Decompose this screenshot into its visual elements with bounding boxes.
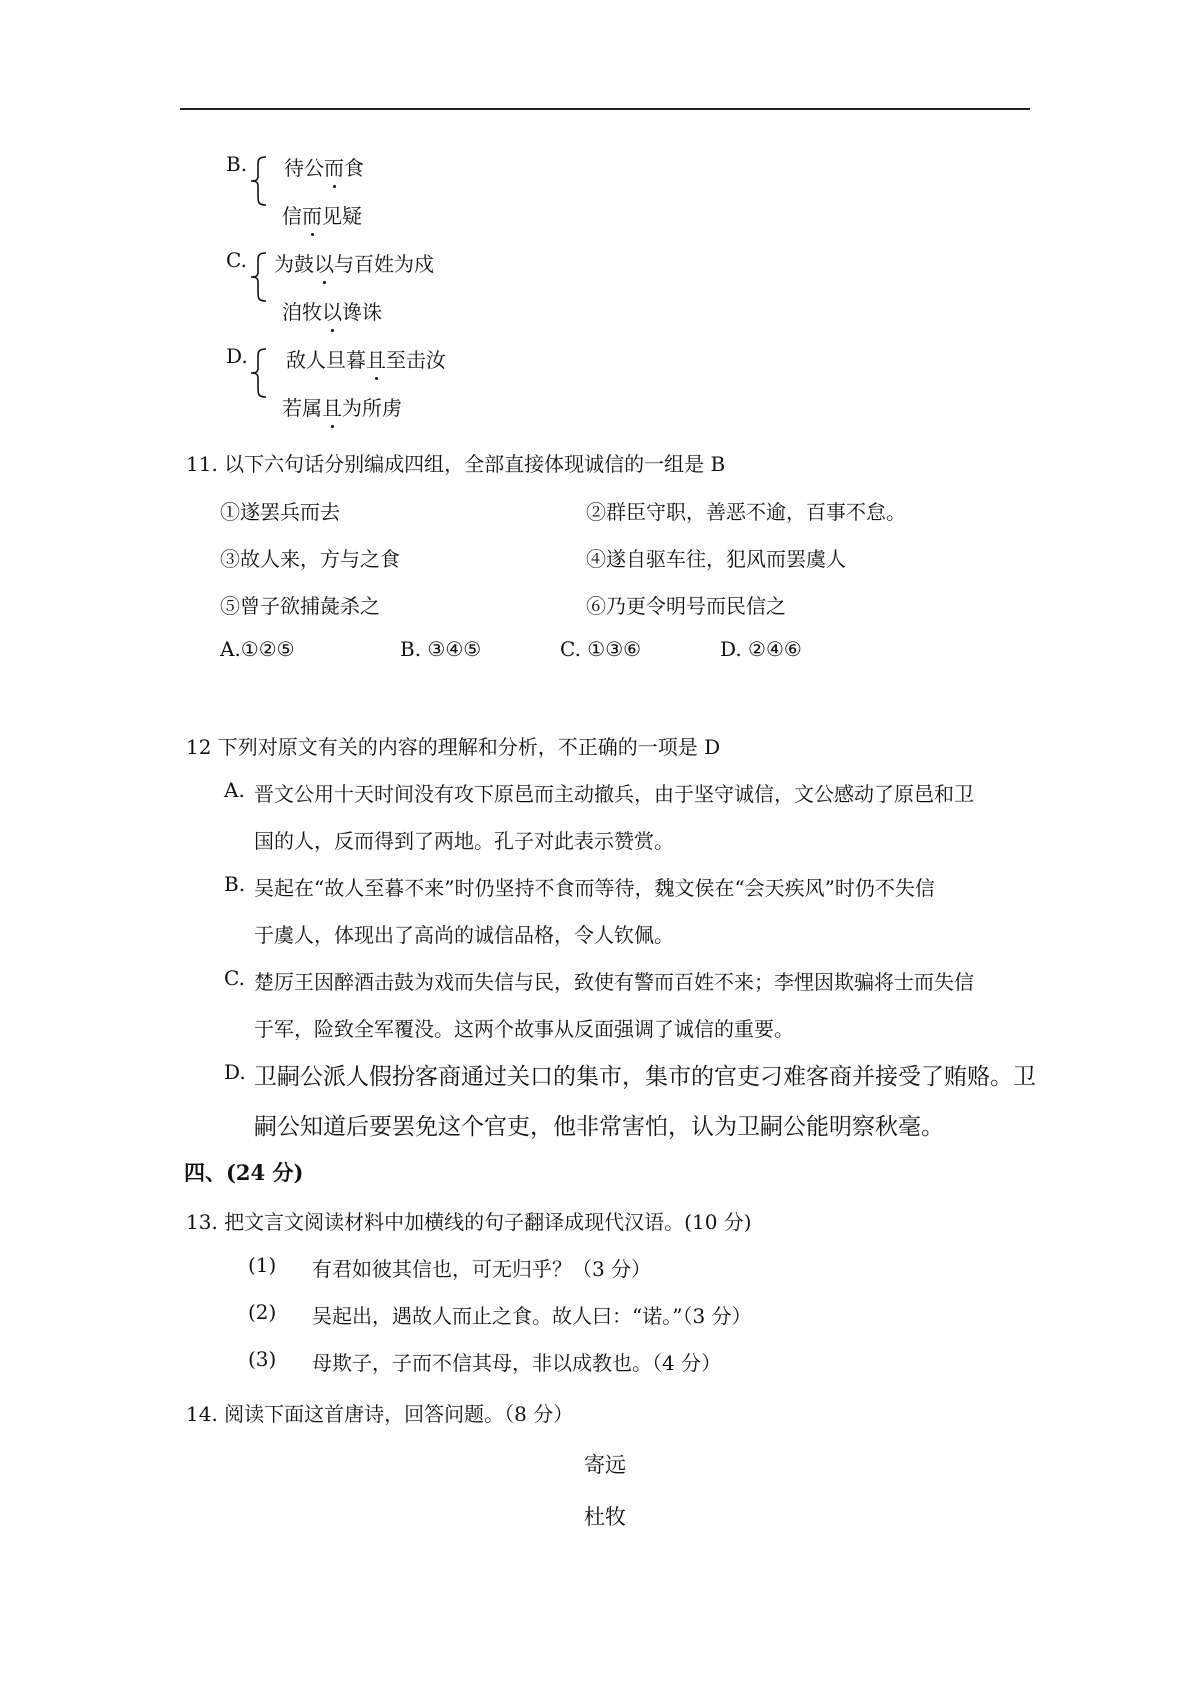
q12-option-text: 国的人，反而得到了两地。孔子对此表示赞赏。 — [254, 829, 674, 853]
q10-line: 信而见疑 — [282, 200, 362, 229]
q11-choice: B. ③④⑤ — [400, 637, 482, 661]
q10-option-label: B. — [226, 152, 248, 176]
brace-icon — [248, 250, 270, 304]
q10-line: 敌人旦暮且至击汝 — [286, 344, 446, 373]
q10-line: 待公而食 — [284, 152, 364, 181]
q12-option-text: 楚厉王因醉酒击鼓为戏而失信与民，致使有警而百姓不来；李悝因欺骗将士而失信 — [254, 970, 974, 994]
question-stem: 12 下列对原文有关的内容的理解和分析，不正确的一项是 D — [186, 735, 721, 759]
brace-icon — [248, 346, 270, 400]
header-rule — [180, 108, 1030, 110]
q11-item: ②群臣守职，善恶不逾，百事不怠。 — [586, 500, 906, 524]
q13-item-number: (1) — [248, 1253, 277, 1277]
question-stem: 14. 阅读下面这首唐诗，回答问题。（8 分） — [186, 1402, 574, 1426]
q13-item-text: 有君如彼其信也，可无归乎？（3 分） — [312, 1257, 652, 1281]
q11-item: ④遂自驱车往，犯风而罢虞人 — [586, 547, 846, 571]
question-stem: 11. 以下六句话分别编成四组，全部直接体现诚信的一组是 B — [186, 452, 726, 476]
q12-option-label: B. — [224, 872, 246, 896]
q12-option-text: 于虞人，体现出了高尚的诚信品格，令人钦佩。 — [254, 923, 674, 947]
q10-option-label: D. — [226, 344, 248, 368]
section-heading: 四、(24 分) — [184, 1160, 304, 1185]
poem-title: 寄远 — [584, 1453, 626, 1477]
q13-item-text: 吴起出，遇故人而止之食。故人曰：“诺。”（3 分） — [312, 1304, 752, 1328]
q10-line: 若属且为所虏 — [282, 392, 402, 421]
q12-option-text: 吴起在“故人至暮不来”时仍坚持不食而等待，魏文侯在“会天疾风”时仍不失信 — [254, 876, 935, 900]
q12-option-label: A. — [224, 778, 245, 802]
q11-choice: D. ②④⑥ — [720, 637, 802, 661]
poem-author: 杜牧 — [584, 1505, 626, 1529]
q13-item-number: (2) — [248, 1300, 277, 1324]
q12-option-label: D. — [224, 1060, 246, 1084]
q11-item: ⑤曾子欲捕彘杀之 — [220, 594, 380, 618]
brace-icon — [248, 154, 270, 208]
q13-item-text: 母欺子，子而不信其母，非以成教也。（4 分） — [312, 1351, 722, 1375]
q12-option-text: 晋文公用十天时间没有攻下原邑而主动撤兵，由于坚守诚信，文公感动了原邑和卫 — [254, 782, 974, 806]
q12-option-label: C. — [224, 966, 245, 990]
q12-option-text: 于军，险致全军覆没。这两个故事从反面强调了诚信的重要。 — [254, 1017, 794, 1041]
q11-choice: A.①②⑤ — [220, 637, 295, 661]
q11-item: ⑥乃更令明号而民信之 — [586, 594, 786, 618]
q10-option-label: C. — [226, 248, 247, 272]
q11-item: ①遂罢兵而去 — [220, 500, 340, 524]
q12-option-text: 嗣公知道后要罢免这个官吏，他非常害怕，认为卫嗣公能明察秋毫。 — [254, 1114, 944, 1140]
q11-choice: C. ①③⑥ — [560, 637, 642, 661]
q10-line: 为鼓以与百姓为戍 — [274, 248, 434, 277]
q13-item-number: (3) — [248, 1347, 277, 1371]
question-stem: 13. 把文言文阅读材料中加横线的句子翻译成现代汉语。(10 分) — [186, 1210, 752, 1234]
q12-option-text: 卫嗣公派人假扮客商通过关口的集市，集市的官吏刁难客商并接受了贿赂。卫 — [254, 1064, 1036, 1090]
q11-item: ③故人来，方与之食 — [220, 547, 400, 571]
q10-line: 洎牧以谗诛 — [282, 296, 382, 325]
